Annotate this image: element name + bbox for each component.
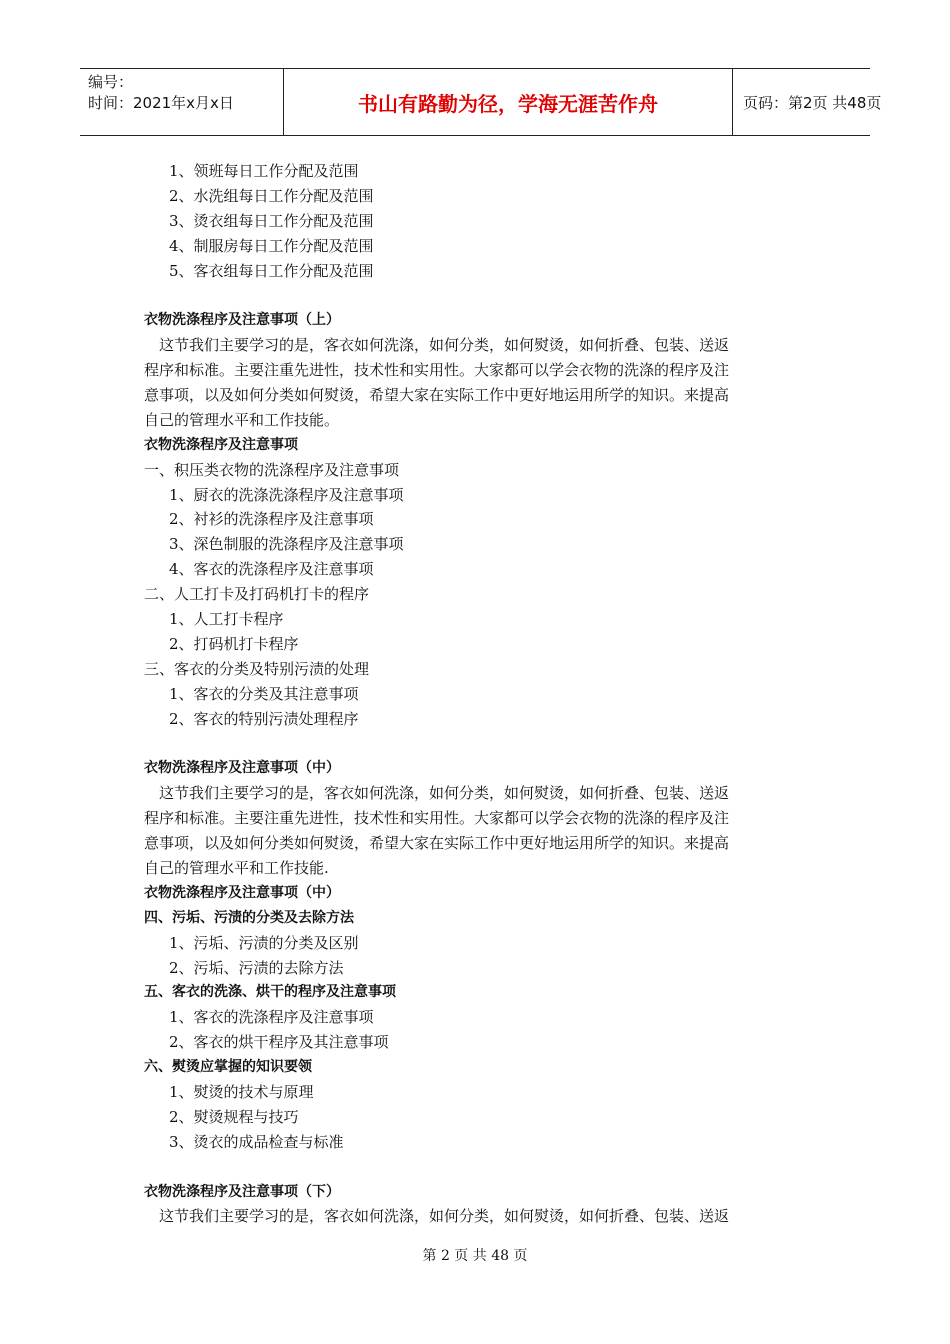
section-heading: 衣物洗涤程序及注意事项: [144, 436, 298, 453]
list-item: 5、客衣组每日工作分配及范围: [169, 261, 374, 280]
body-text-line: 意事项，以及如何分类如何熨烫，希望大家在实际工作中更好地运用所学的知识。来提高: [144, 834, 730, 853]
time-label: 时间：2021年x月x日: [88, 94, 234, 112]
list-item: 4、制服房每日工作分配及范围: [169, 236, 374, 255]
list-item: 1、污垢、污渍的分类及区别: [169, 933, 359, 952]
section-heading: 衣物洗涤程序及注意事项（上）: [144, 312, 340, 329]
body-text-line: 一、积压类衣物的洗涤程序及注意事项: [144, 460, 400, 479]
list-item: 1、客衣的洗涤程序及注意事项: [169, 1008, 374, 1027]
list-item: 1、人工打卡程序: [169, 610, 284, 629]
header-slogan: 书山有路勤为径，学海无涯苦作舟: [283, 69, 733, 135]
body-text-line: 自己的管理水平和工作技能.: [144, 858, 329, 877]
list-item: 2、水洗组每日工作分配及范围: [169, 186, 374, 205]
blank-line: [144, 283, 810, 308]
list-item: 1、厨衣的洗涤洗涤程序及注意事项: [169, 485, 404, 504]
header-page-info: 页码：第2页 共48页: [743, 93, 882, 112]
page-footer: 第 2 页 共 48 页: [422, 1248, 528, 1264]
body-text-line: 三、客衣的分类及特别污渍的处理: [144, 659, 370, 678]
body-text-line: 这节我们主要学习的是，客衣如何洗涤，如何分类，如何熨烫，如何折叠、包装、送返: [159, 784, 730, 803]
section-heading: 衣物洗涤程序及注意事项（中）: [144, 760, 340, 777]
body-text-line: 二、人工打卡及打码机打卡的程序: [144, 585, 370, 604]
list-item: 1、领班每日工作分配及范围: [169, 162, 359, 180]
list-item: 1、客衣的分类及其注意事项: [169, 684, 359, 703]
section-heading: 四、污垢、污渍的分类及去除方法: [144, 909, 354, 926]
list-item: 2、客衣的烘干程序及其注意事项: [169, 1033, 389, 1052]
list-item: 2、熨烫规程与技巧: [169, 1107, 299, 1126]
list-item: 2、污垢、污渍的去除方法: [169, 958, 344, 977]
body-text-line: 程序和标准。主要注重先进性，技术性和实用性。大家都可以学会衣物的洗涤的程序及注: [144, 361, 730, 380]
list-item: 3、深色制服的洗涤程序及注意事项: [169, 535, 404, 554]
section-heading: 五、客衣的洗涤、烘干的程序及注意事项: [144, 984, 396, 1001]
list-item: 4、客衣的洗涤程序及注意事项: [169, 560, 374, 579]
body-text-line: 意事项，以及如何分类如何熨烫，希望大家在实际工作中更好地运用所学的知识。来提高: [144, 386, 730, 405]
header-meta: [80, 69, 283, 135]
body-text-line: 这节我们主要学习的是，客衣如何洗涤，如何分类，如何熨烫，如何折叠、包装、送返: [159, 336, 730, 355]
blank-line: [144, 1155, 810, 1180]
list-item: 1、熨烫的技术与原理: [169, 1082, 314, 1101]
list-item: 3、烫衣的成品检查与标准: [169, 1132, 344, 1151]
section-heading: 衣物洗涤程序及注意事项（中）: [144, 884, 340, 901]
list-item: 2、客衣的特别污渍处理程序: [169, 709, 359, 728]
list-item: 3、烫衣组每日工作分配及范围: [169, 211, 374, 230]
section-heading: 六、熨烫应掌握的知识要领: [144, 1059, 312, 1076]
code-label: 编号：: [88, 73, 134, 91]
body-text-line: 程序和标准。主要注重先进性，技术性和实用性。大家都可以学会衣物的洗涤的程序及注: [144, 809, 730, 828]
page-header: [80, 68, 882, 136]
list-item: 2、打码机打卡程序: [169, 634, 299, 653]
document-body: [144, 159, 810, 1229]
blank-line: [144, 731, 810, 756]
body-text-line: 这节我们主要学习的是，客衣如何洗涤，如何分类，如何熨烫，如何折叠、包装、送返: [159, 1207, 730, 1226]
list-item: 2、衬衫的洗涤程序及注意事项: [169, 510, 374, 529]
body-text-line: 自己的管理水平和工作技能。: [144, 410, 340, 429]
section-heading: 衣物洗涤程序及注意事项（下）: [144, 1183, 340, 1200]
